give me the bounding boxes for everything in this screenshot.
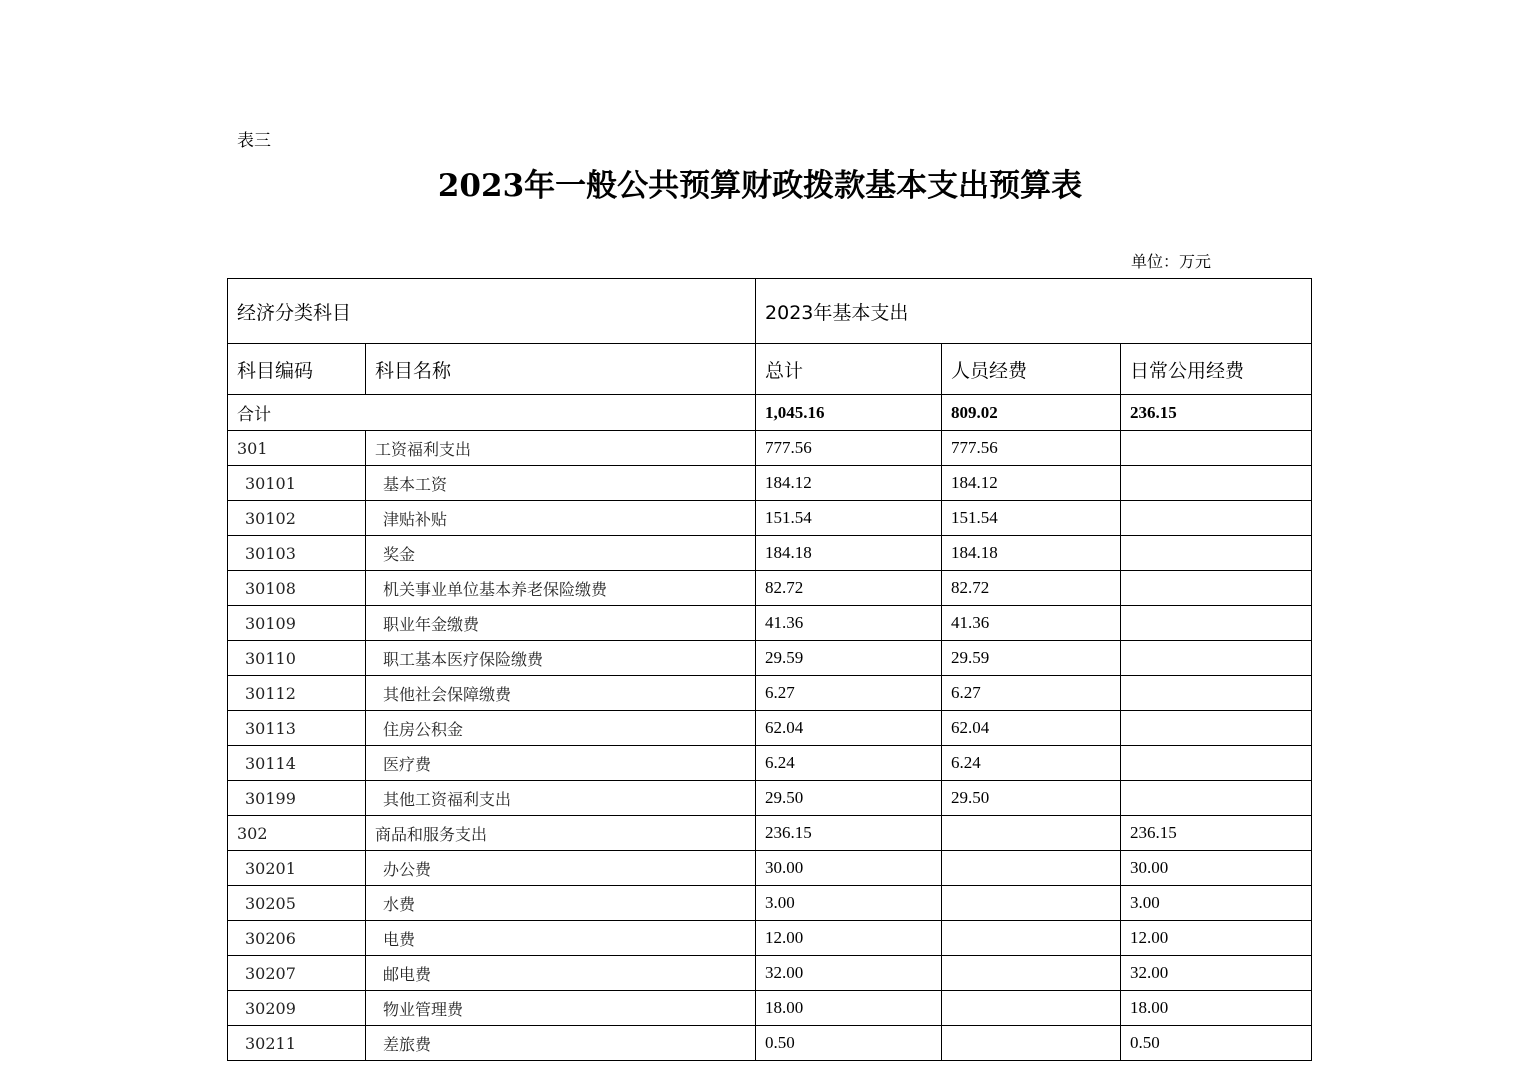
row-code: 30108 xyxy=(228,571,366,606)
row-code: 30199 xyxy=(228,781,366,816)
header-total: 总计 xyxy=(756,344,942,395)
row-code: 30207 xyxy=(228,956,366,991)
row-name: 基本工资 xyxy=(366,466,756,501)
row-total: 29.59 xyxy=(756,641,942,676)
row-daily: 0.50 xyxy=(1121,1026,1312,1061)
row-personnel: 184.12 xyxy=(942,466,1121,501)
row-name: 水费 xyxy=(366,886,756,921)
row-total: 12.00 xyxy=(756,921,942,956)
table-row xyxy=(228,886,1312,921)
row-daily xyxy=(1121,676,1312,711)
row-personnel: 82.72 xyxy=(942,571,1121,606)
header-category: 经济分类科目 xyxy=(228,279,756,344)
total-personnel: 809.02 xyxy=(942,395,1121,431)
row-total: 41.36 xyxy=(756,606,942,641)
row-name: 商品和服务支出 xyxy=(366,816,756,851)
table-row xyxy=(228,536,1312,571)
row-total: 62.04 xyxy=(756,711,942,746)
row-personnel xyxy=(942,851,1121,886)
row-name: 物业管理费 xyxy=(366,991,756,1026)
header-name: 科目名称 xyxy=(366,344,756,395)
row-personnel: 6.27 xyxy=(942,676,1121,711)
row-daily: 236.15 xyxy=(1121,816,1312,851)
row-total: 0.50 xyxy=(756,1026,942,1061)
table-row xyxy=(228,781,1312,816)
row-code: 30113 xyxy=(228,711,366,746)
row-total: 18.00 xyxy=(756,991,942,1026)
row-name: 其他工资福利支出 xyxy=(366,781,756,816)
row-personnel: 29.50 xyxy=(942,781,1121,816)
table-row xyxy=(228,571,1312,606)
row-code: 30211 xyxy=(228,1026,366,1061)
table-row xyxy=(228,851,1312,886)
header-daily: 日常公用经费 xyxy=(1121,344,1312,395)
budget-table xyxy=(227,278,1312,1061)
header-row-group xyxy=(228,279,1312,344)
row-code: 30201 xyxy=(228,851,366,886)
table-row xyxy=(228,501,1312,536)
table-label: 表三 xyxy=(237,131,271,151)
row-personnel xyxy=(942,921,1121,956)
row-name: 工资福利支出 xyxy=(366,431,756,466)
row-total: 30.00 xyxy=(756,851,942,886)
row-code: 30110 xyxy=(228,641,366,676)
row-code: 30114 xyxy=(228,746,366,781)
table-row xyxy=(228,711,1312,746)
row-name: 机关事业单位基本养老保险缴费 xyxy=(366,571,756,606)
table-row xyxy=(228,1026,1312,1061)
table-row xyxy=(228,676,1312,711)
table-row xyxy=(228,466,1312,501)
row-code: 30209 xyxy=(228,991,366,1026)
header-row-columns xyxy=(228,344,1312,395)
row-personnel: 62.04 xyxy=(942,711,1121,746)
row-total: 184.12 xyxy=(756,466,942,501)
row-total: 777.56 xyxy=(756,431,942,466)
row-total: 29.50 xyxy=(756,781,942,816)
row-name: 津贴补贴 xyxy=(366,501,756,536)
table-row xyxy=(228,431,1312,466)
row-code: 30102 xyxy=(228,501,366,536)
row-daily xyxy=(1121,466,1312,501)
budget-table-body xyxy=(228,279,1312,1061)
row-name: 职业年金缴费 xyxy=(366,606,756,641)
row-name: 办公费 xyxy=(366,851,756,886)
row-personnel: 184.18 xyxy=(942,536,1121,571)
row-daily xyxy=(1121,781,1312,816)
header-expense: 2023年基本支出 xyxy=(756,279,1312,344)
row-code: 30103 xyxy=(228,536,366,571)
row-name: 其他社会保障缴费 xyxy=(366,676,756,711)
row-code: 30109 xyxy=(228,606,366,641)
row-personnel xyxy=(942,816,1121,851)
row-daily xyxy=(1121,606,1312,641)
row-total: 184.18 xyxy=(756,536,942,571)
row-daily: 32.00 xyxy=(1121,956,1312,991)
row-total: 3.00 xyxy=(756,886,942,921)
row-personnel xyxy=(942,991,1121,1026)
row-name: 住房公积金 xyxy=(366,711,756,746)
row-personnel xyxy=(942,956,1121,991)
row-daily: 18.00 xyxy=(1121,991,1312,1026)
row-daily: 12.00 xyxy=(1121,921,1312,956)
table-row xyxy=(228,746,1312,781)
row-name: 邮电费 xyxy=(366,956,756,991)
row-daily xyxy=(1121,711,1312,746)
row-daily xyxy=(1121,571,1312,606)
row-name: 差旅费 xyxy=(366,1026,756,1061)
row-code: 30112 xyxy=(228,676,366,711)
row-personnel: 151.54 xyxy=(942,501,1121,536)
table-row xyxy=(228,641,1312,676)
table-row xyxy=(228,606,1312,641)
total-label: 合计 xyxy=(228,395,756,431)
header-code: 科目编码 xyxy=(228,344,366,395)
row-daily xyxy=(1121,501,1312,536)
row-total: 6.24 xyxy=(756,746,942,781)
row-name: 电费 xyxy=(366,921,756,956)
row-total: 6.27 xyxy=(756,676,942,711)
row-name: 职工基本医疗保险缴费 xyxy=(366,641,756,676)
row-daily xyxy=(1121,431,1312,466)
row-personnel xyxy=(942,886,1121,921)
row-personnel: 41.36 xyxy=(942,606,1121,641)
row-daily: 3.00 xyxy=(1121,886,1312,921)
total-row xyxy=(228,395,1312,431)
total-daily: 236.15 xyxy=(1121,395,1312,431)
unit-label: 单位：万元 xyxy=(1131,252,1212,271)
total-total: 1,045.16 xyxy=(756,395,942,431)
row-code: 301 xyxy=(228,431,366,466)
row-personnel: 29.59 xyxy=(942,641,1121,676)
row-daily xyxy=(1121,536,1312,571)
row-name: 医疗费 xyxy=(366,746,756,781)
table-row xyxy=(228,816,1312,851)
row-total: 32.00 xyxy=(756,956,942,991)
page-title: 2023年一般公共预算财政拨款基本支出预算表 xyxy=(437,168,1083,204)
table-row xyxy=(228,956,1312,991)
row-code: 302 xyxy=(228,816,366,851)
row-daily: 30.00 xyxy=(1121,851,1312,886)
row-total: 236.15 xyxy=(756,816,942,851)
row-daily xyxy=(1121,641,1312,676)
row-code: 30206 xyxy=(228,921,366,956)
header-personnel: 人员经费 xyxy=(942,344,1121,395)
row-personnel: 6.24 xyxy=(942,746,1121,781)
row-daily xyxy=(1121,746,1312,781)
row-code: 30101 xyxy=(228,466,366,501)
row-personnel xyxy=(942,1026,1121,1061)
row-total: 82.72 xyxy=(756,571,942,606)
table-row xyxy=(228,921,1312,956)
row-total: 151.54 xyxy=(756,501,942,536)
row-name: 奖金 xyxy=(366,536,756,571)
row-code: 30205 xyxy=(228,886,366,921)
table-row xyxy=(228,991,1312,1026)
row-personnel: 777.56 xyxy=(942,431,1121,466)
